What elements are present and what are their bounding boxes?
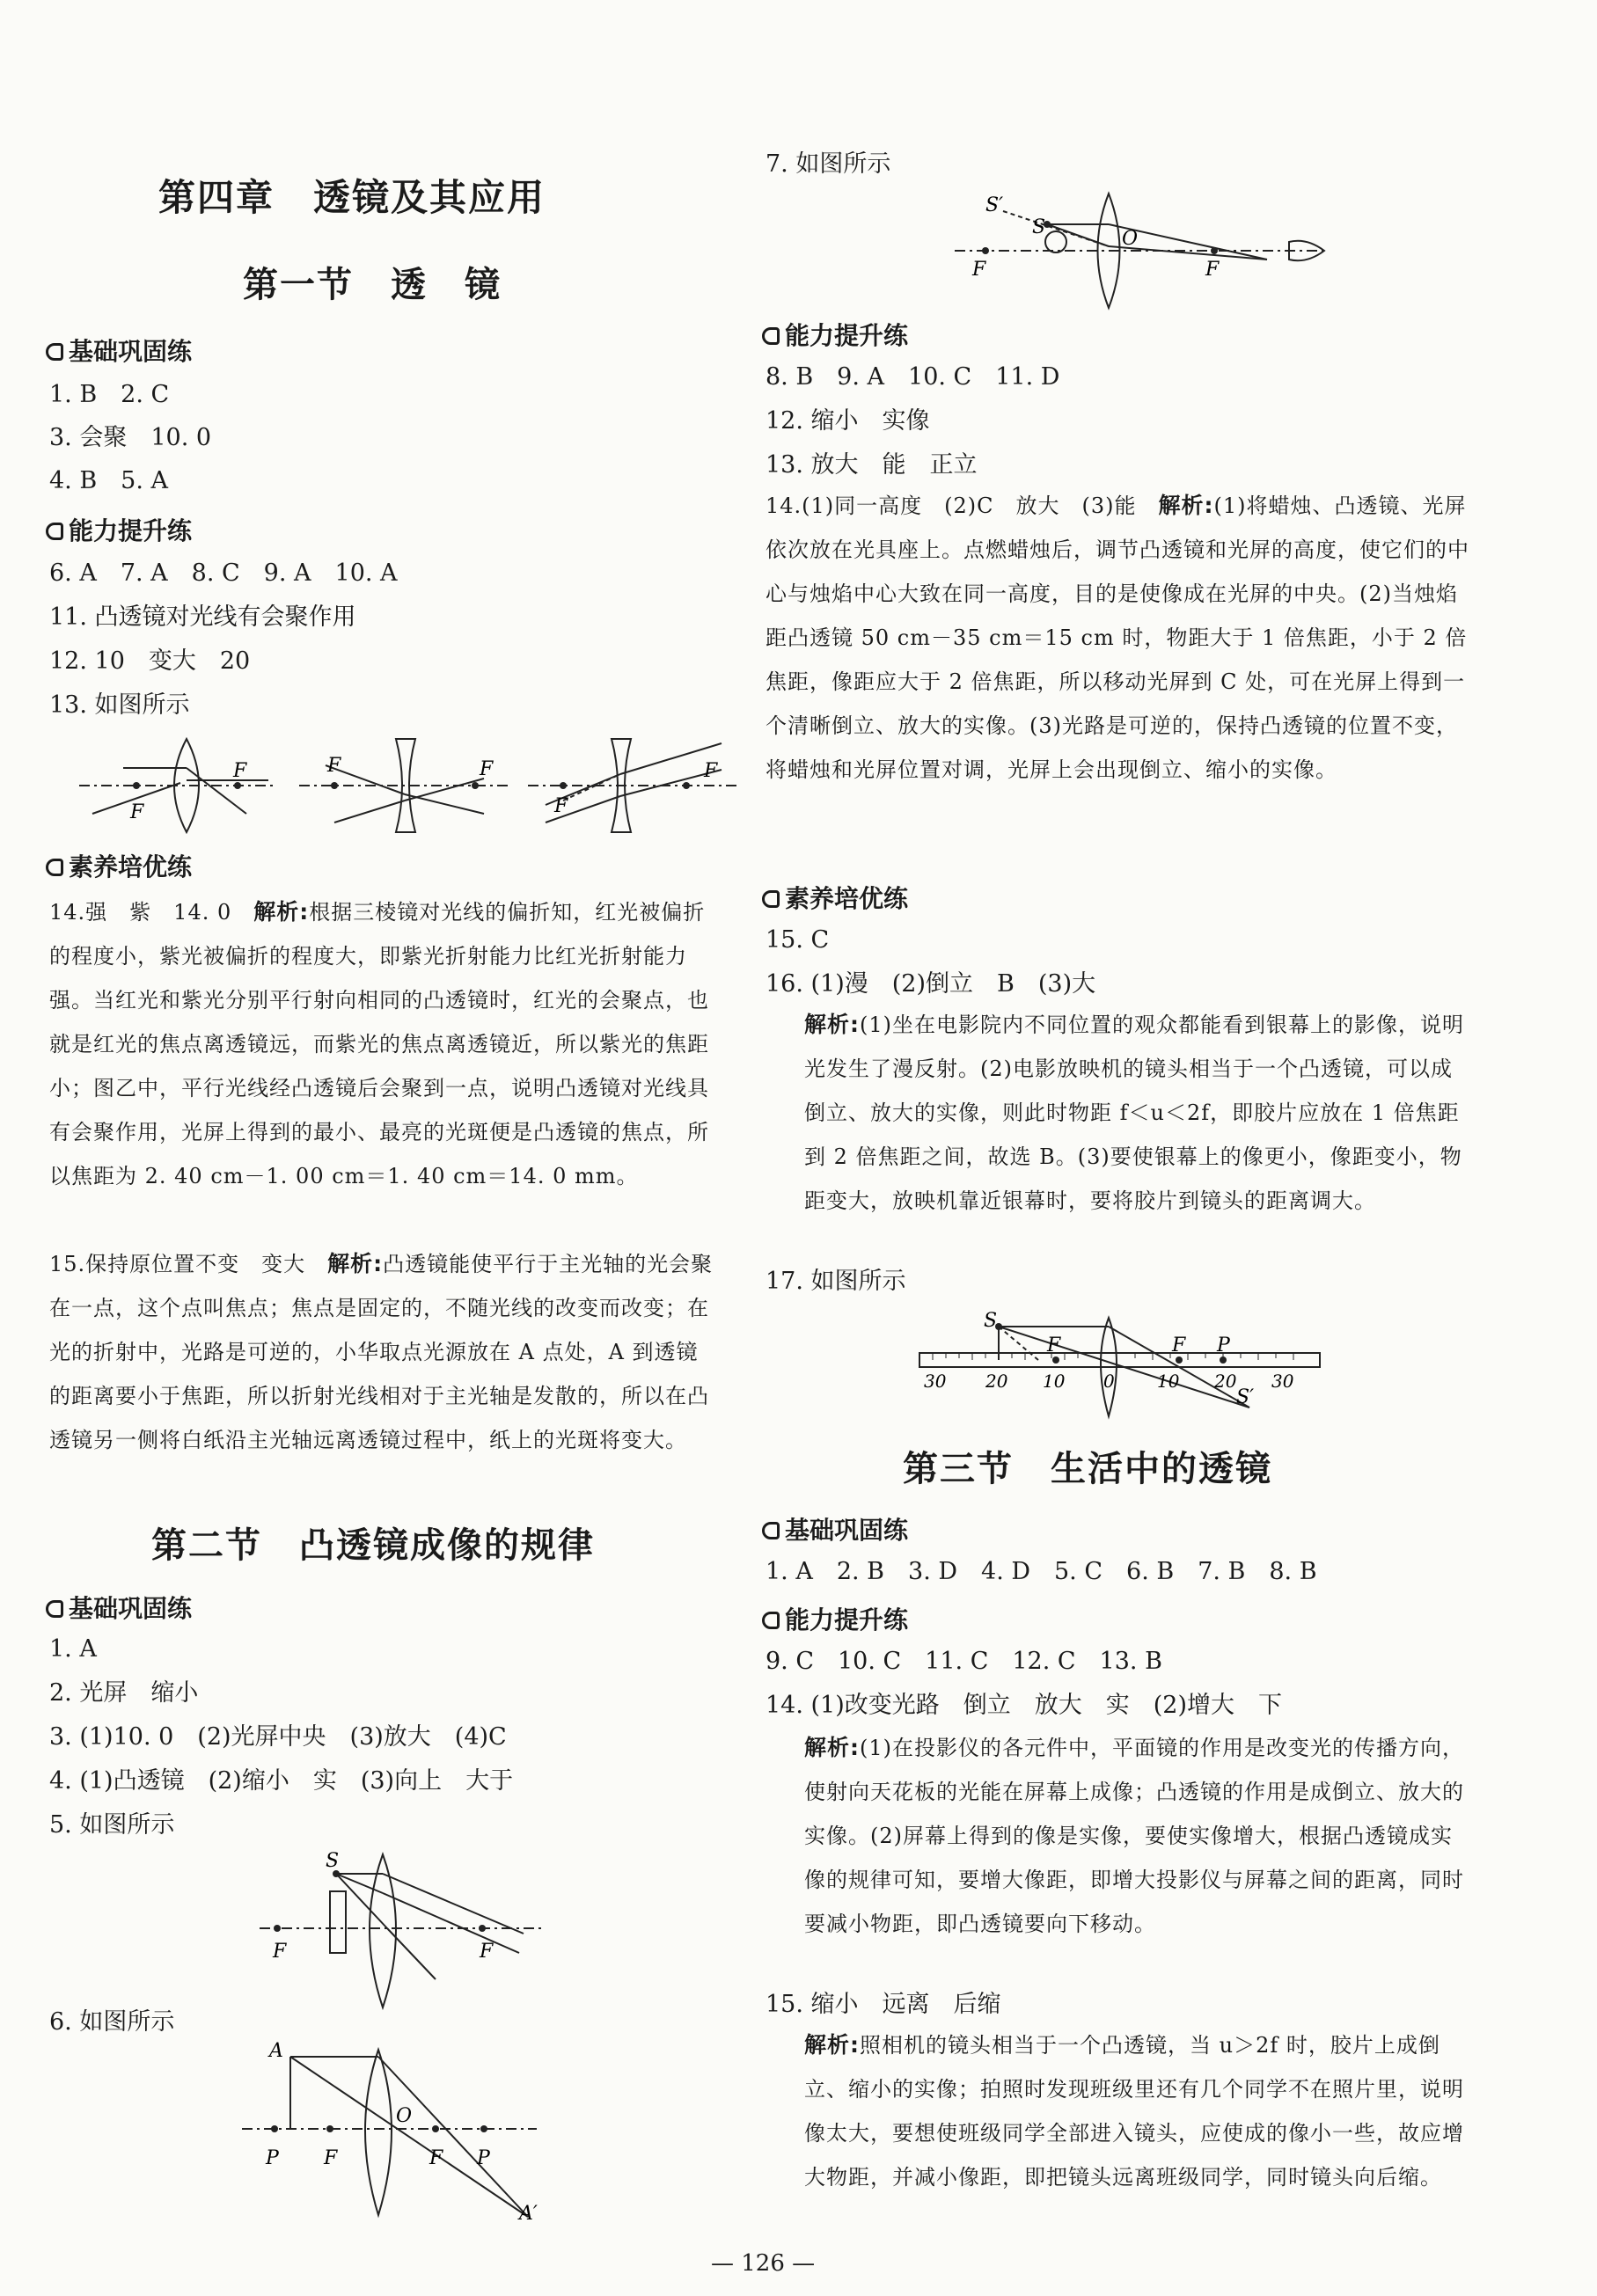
focus-label: F [130, 801, 144, 823]
focus-label: F [480, 1941, 494, 1963]
bullet-icon [762, 890, 780, 908]
page-number: — 126 — [711, 2250, 816, 2277]
s2-basic-heading: 基础巩固练 [46, 1590, 192, 1625]
answer-line: 12. 10 变大 20 [49, 647, 251, 675]
s3-q14-explanation: 解析:(1)在投影仪的各元件中，平面镜的作用是改变光的传播方向，使射向天花板的光能在屏幕上成像；凸透镜的作用是成倒立、放大的实像。(2)屏幕上得到的像是实像，要使实像增大，根据凸透镜成实像的规律可知，要增大像距，即增大投影仪与屏幕之间的距离，同时要减小物距，即凸透镜要向下移动。 [804, 1735, 1464, 1936]
answer-line: 5. 如图所示 [49, 1811, 175, 1839]
answer-line: 13. 如图所示 [49, 691, 190, 719]
chapter-title: 第四章 透镜及其应用 [158, 176, 546, 219]
section-2-title: 第二节 凸透镜成像的规律 [151, 1525, 595, 1566]
answer-line: 6. 如图所示 [49, 2008, 175, 2036]
focus-label: F [1205, 259, 1220, 281]
focus-label: F [429, 2147, 443, 2169]
answer-line: 12. 缩小 实像 [766, 407, 930, 435]
answer-line: 1. B 2. C [49, 381, 170, 408]
s1-ability-heading: 能力提升练 [46, 512, 192, 547]
bullet-icon [46, 859, 63, 876]
answer-line: 1. A 2. B 3. D 4. D 5. C 6. B 7. B 8. B [766, 1558, 1317, 1585]
ruler-tick-label: 20 [1214, 1371, 1237, 1392]
s2-quality-heading: 素养培优练 [762, 880, 908, 915]
answer-line: 11. 凸透镜对光线有会聚作用 [49, 603, 356, 631]
section-1-title: 第一节 透 镜 [243, 265, 502, 305]
ruler-tick-label: 20 [985, 1371, 1008, 1392]
answer-line: 16. (1)漫 (2)倒立 B (3)大 [766, 970, 1096, 998]
answer-line: 4. (1)凸透镜 (2)缩小 实 (3)向上 大于 [49, 1767, 514, 1795]
q17-diagram [915, 1311, 1329, 1425]
s2-ability-heading: 能力提升练 [762, 317, 908, 352]
ruler-tick-label: 30 [924, 1371, 947, 1392]
s2-q14-explanation: 14.(1)同一高度 (2)C 放大 (3)能 解析:(1)将蜡烛、凸透镜、光屏依次放在光具座上。点燃蜡烛后，调节凸透镜和光屏的高度，使它们的中心与烛焰中心大致在同一高度，目的是使像成在光屏的中央。(2)当烛焰距凸透镜 50 cm－35 cm＝15 cm 时，物距大于 1 倍焦距，小于 2 倍焦距，像距应大于 2 倍焦距，所以移动光屏到 C 处，可在光屏上得到一个清晰倒立、放大的实像。(3)光路是可逆的，保持凸透镜的位置不变，将蜡烛和光屏位置对调，光屏上会出现倒立、缩小的实像。 [766, 493, 1469, 782]
s1-q15-explanation: 15.保持原位置不变 变大 解析:凸透镜能使平行于主光轴的光会聚在一点，这个点叫焦点；焦点是固定的，不随光线的改变而改变；在光的折射中，光路是可逆的，小华取点光源放在 A 点处，A 到透镜的距离要小于焦距，所以折射光线相对于主光轴是发散的，所以在凸透镜另一侧将白纸沿主光轴远离透镜过程中，纸上的光斑将变大。 [49, 1251, 714, 1452]
center-label: O [1122, 228, 1139, 250]
source-label: S [326, 1850, 340, 1872]
bullet-icon [46, 523, 63, 540]
s1-quality-heading: 素养培优练 [46, 848, 192, 883]
object-label: A [269, 2041, 283, 2062]
answer-line: 15. 缩小 远离 后缩 [766, 1991, 1001, 2018]
focus-label: F [273, 1941, 287, 1963]
bullet-icon [46, 343, 63, 361]
q6-diagram [238, 2041, 581, 2226]
point-label: P [266, 2147, 279, 2169]
q5-diagram [255, 1847, 546, 2014]
bullet-icon [762, 327, 780, 345]
answer-line: 14. (1)改变光路 倒立 放大 实 (2)增大 下 [766, 1692, 1283, 1719]
ruler-tick-label: 10 [1157, 1371, 1180, 1392]
answer-line: 17. 如图所示 [766, 1268, 906, 1295]
focus-label: F [1172, 1334, 1186, 1356]
point-label: P [1217, 1334, 1230, 1356]
ruler-tick-label: 0 [1103, 1371, 1115, 1392]
s1-basic-heading: 基础巩固练 [46, 333, 192, 368]
bullet-icon [762, 1522, 780, 1539]
center-label: O [396, 2105, 413, 2127]
image-label: S′ [985, 194, 1004, 216]
q7-diagram [950, 185, 1346, 317]
focus-label: F [324, 2147, 338, 2169]
bullet-icon [46, 1600, 63, 1618]
s3-basic-heading: 基础巩固练 [762, 1511, 908, 1547]
answer-line: 7. 如图所示 [766, 150, 891, 178]
point-label: P [477, 2147, 490, 2169]
focus-label: F [327, 755, 341, 777]
bullet-icon [762, 1612, 780, 1629]
section-3-title: 第三节 生活中的透镜 [903, 1449, 1272, 1489]
s2-q16-explanation: 解析:(1)坐在电影院内不同位置的观众都能看到银幕上的影像，说明光发生了漫反射。(2)电影放映机的镜头相当于一个凸透镜，可以成倒立、放大的实像，则此时物距 f＜u＜2f，即胶片应放在 1 倍焦距到 2 倍焦距之间，故选 B。(3)要使银幕上的像更小，像距变小，物距变大，放映机靠近银幕时，要将胶片到镜头的距离调大。 [804, 1012, 1464, 1213]
s3-q15-explanation: 解析:照相机的镜头相当于一个凸透镜，当 u＞2f 时，胶片上成倒立、缩小的实像；拍照时发现班级里还有几个同学不在照片里，说明像太大，要想使班级同学全部进入镜头，应使成的像小一些，故应增大物距，并减小像距，即把镜头远离班级同学，同时镜头向后缩。 [804, 2032, 1464, 2190]
answer-line: 1. A [49, 1635, 97, 1663]
answer-line: 9. C 10. C 11. C 12. C 13. B [766, 1648, 1162, 1675]
answer-line: 6. A 7. A 8. C 9. A 10. A [49, 559, 398, 587]
source-label: S [1032, 216, 1046, 238]
ruler-tick-label: 10 [1043, 1371, 1066, 1392]
answer-line: 4. B 5. A [49, 467, 169, 494]
image-label: A′ [519, 2203, 538, 2225]
s3-ability-heading: 能力提升练 [762, 1601, 908, 1636]
focus-label: F [1047, 1334, 1061, 1356]
ruler-tick-label: 30 [1271, 1371, 1294, 1392]
answer-line: 2. 光屏 缩小 [49, 1679, 199, 1707]
source-label: S [984, 1311, 998, 1332]
answer-line: 8. B 9. A 10. C 11. D [766, 363, 1060, 391]
answer-line: 3. 会聚 10. 0 [49, 424, 212, 451]
q13-lens-diagrams [70, 735, 739, 836]
answer-line: 3. (1)10. 0 (2)光屏中央 (3)放大 (4)C [49, 1723, 507, 1751]
image-label: S′ [1236, 1386, 1255, 1408]
focus-label: F [480, 758, 494, 780]
answer-line: 15. C [766, 926, 830, 954]
s1-q14-explanation: 14.强 紫 14. 0 解析:根据三棱镜对光线的偏折知，红光被偏折的程度小，紫光被偏折的程度大，即紫光折射能力比红光折射能力强。当红光和紫光分别平行射向相同的凸透镜时，红光的会聚点，也就是红光的焦点离透镜远，而紫光的焦点离透镜近，所以紫光的焦距小；图乙中，平行光线经凸透镜后会聚到一点，说明凸透镜对光线具有会聚作用，光屏上得到的最小、最亮的光斑便是凸透镜的焦点，所以焦距为 2. 40 cm－1. 00 cm＝1. 40 cm＝14. 0 mm。 [49, 899, 709, 1188]
answer-line: 13. 放大 能 正立 [766, 451, 978, 479]
focus-label: F [554, 795, 568, 817]
focus-label: F [704, 760, 718, 782]
focus-label: F [233, 760, 247, 782]
focus-label: F [972, 259, 986, 281]
